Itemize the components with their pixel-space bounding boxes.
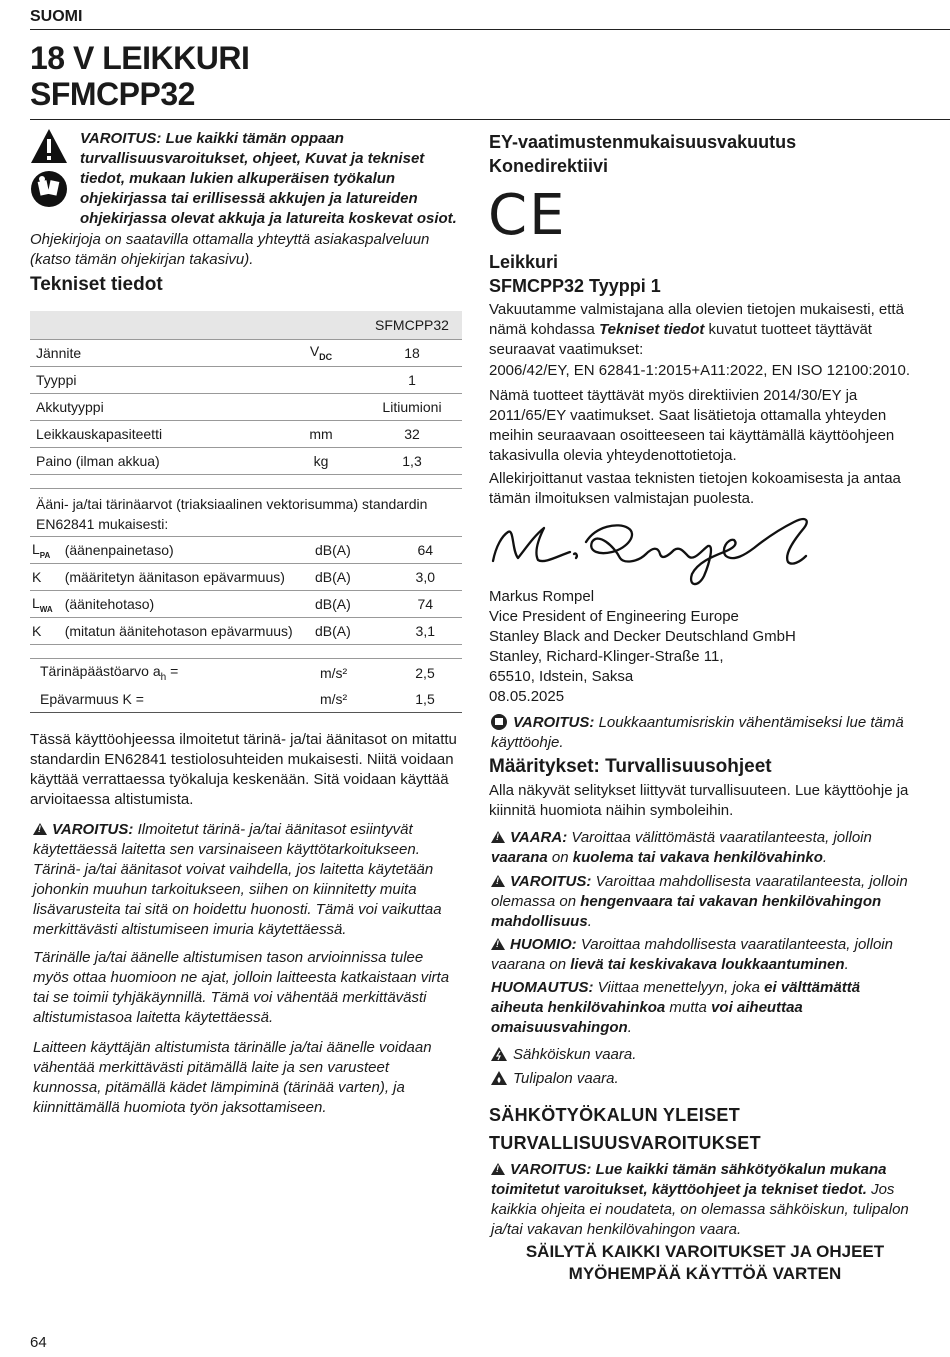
spec-header-row — [30, 311, 462, 339]
warning-icon — [491, 831, 505, 843]
spec-value: 1,3 — [362, 447, 462, 474]
title-line-2: SFMCPP32 — [30, 76, 195, 112]
noise-value: 3,0 — [389, 564, 462, 591]
warning-intro-text: Ohjekirjoja on saatavilla ottamalla yhteyttä asiakaspalveluun (katso tämän ohjekirjan takasivu). — [30, 231, 430, 268]
title-line-1: 18 V LEIKKURI — [30, 40, 250, 76]
page-title — [30, 40, 249, 112]
eu-product — [489, 250, 661, 298]
vib-value: 1,5 — [388, 686, 462, 713]
spec-value: 1 — [362, 366, 462, 393]
noise-symbol: K — [30, 618, 59, 645]
vib-label: Tärinäpäästöarvo $a_h$ = — [40, 663, 179, 683]
spec-unit — [280, 366, 362, 393]
measurement-paragraph: Tässä käyttöohjeessa ilmoitetut tärinä- ja/tai äänitasot on mitattu standardin EN62841 testiolosuhteiden mukaisesti. Niitä voidaan käyttää verrattaessa työkaluja keskenään. Sitä voidaan käyttää arvioitaessa altistumista. — [30, 731, 457, 808]
warning-icon-large — [30, 128, 68, 164]
eu-directives: Nämä tuotteet täyttävät myös direktiivien 2014/30/EY ja 2011/65/EY vaatimukset. Saat lisätietoja ottamalla yhteyden meihin seuraavaan osoitteeseen tai käyttämällä käyttöohjeen takasivulla olevia yhteydenottotietoja. — [489, 387, 895, 464]
table-row — [30, 660, 462, 686]
signature — [488, 506, 818, 590]
table-row — [30, 420, 462, 447]
signer-position: Vice President of Engineering Europe — [489, 608, 739, 625]
noise-unit: dB(A) — [309, 591, 389, 618]
spec-unit: kg — [280, 447, 362, 474]
table-row — [30, 618, 462, 645]
vib-value: 2,5 — [415, 665, 435, 681]
eu-responsible: Allekirjoittanut vastaa teknisten tietojen kokoamisesta ja antaa tämän ilmoituksen valmistajan puolesta. — [489, 470, 901, 507]
read-manual-icon — [30, 170, 68, 208]
spec-label: Leikkauskapasiteetti — [30, 420, 280, 447]
table-row — [30, 591, 462, 618]
noise-unit: dB(A) — [309, 618, 389, 645]
shock-hazard: Sähköiskun vaara. — [491, 1045, 636, 1067]
general-safety-heading: SÄHKÖTYÖKALUN YLEISET TURVALLISUUSVAROITUKSET — [489, 1105, 761, 1153]
definitions-heading: Määritykset: Turvallisuusohjeet — [489, 756, 772, 777]
table-row — [30, 447, 462, 474]
warning-icon — [491, 875, 505, 887]
eu-heading-1: EY-vaatimustenmukaisuusvakuutus — [489, 132, 797, 152]
spec-label: Jännite — [30, 339, 280, 366]
noise-value: 64 — [389, 537, 462, 564]
warning-intro-bold-text: Lue kaikki tämän oppaan turvallisuusvaroitukset, ohjeet, Kuvat ja tekniset tiedot, mukaan lukien alkuperäisen työkalun ohjekirjassa tai erillisessä akkujen ja latureiden ohjekirjassa olevat akkuja ja latureita koskevat osiot. — [80, 130, 457, 227]
spec-label: Tyyppi — [30, 366, 280, 393]
noise-symbol: $L_{WA}$ — [30, 591, 59, 618]
table-row — [30, 537, 462, 564]
vibration-table — [30, 660, 462, 713]
noise-unit: dB(A) — [309, 537, 389, 564]
table-row — [30, 366, 462, 393]
fire-icon — [491, 1071, 507, 1091]
shock-icon — [491, 1047, 507, 1067]
noise-desc: (äänitehotaso) — [59, 591, 309, 618]
warning-intro-bold — [80, 129, 470, 229]
spec-unit: $V_{DC}$ — [280, 339, 362, 366]
noise-value: 74 — [389, 591, 462, 618]
danger-definition: !VAARA: Varoittaa välittömästä vaaratilanteesta, jolloin vaarana on kuolema tai vakava henkilövahinko. — [491, 828, 911, 868]
save-instructions: SÄILYTÄ KAIKKI VAROITUKSET JA OHJEET MYÖHEMPÄÄ KÄYTTÖÄ VARTEN — [525, 1242, 885, 1283]
eu-declaration: Vakuutamme valmistajana alla olevien tietojen mukaisesti, että nämä kohdassa Tekniset tiedot kuvatut tuotteet täyttävät seuraavat vaatimukset: — [489, 301, 904, 358]
definitions-intro: Alla näkyvät selitykset liittyvät turvallisuuteen. Lue käyttöohje ja kiinnitä huomiota näihin symboleihin. — [489, 782, 909, 819]
language-label: SUOMI — [30, 8, 83, 25]
tech-heading: Tekniset tiedot — [30, 274, 163, 295]
model-header: SFMCPP32 — [362, 311, 462, 339]
read-manual-warning: VAROITUS: Loukkaantumisriskin vähentämiseksi lue tämä käyttöohje. — [491, 714, 904, 751]
caution-definition: !HUOMIO: Varoittaa mahdollisesta vaaratilanteesta, jolloin vaarana on lievä tai keskivakava loukkaantuminen. — [491, 935, 911, 975]
ce-mark: CE — [488, 183, 567, 248]
warning-icon — [491, 1163, 505, 1175]
noise-symbol: K — [30, 564, 59, 591]
table-row — [30, 393, 462, 420]
header-divider — [30, 29, 950, 30]
noise-unit: dB(A) — [309, 564, 389, 591]
notice-definition: HUOMAUTUS: Viittaa menettelyyn, joka ei välttämättä aiheuta henkilövahinkoa mutta voi aiheuttaa omaisuusvahingon. — [491, 979, 861, 1036]
spec-label: Akkutyyppi — [30, 393, 280, 420]
vibration-warning-label: VAROITUS: — [52, 821, 134, 838]
spec-value: Litiumioni — [362, 393, 462, 420]
table-gap-divider — [30, 488, 462, 489]
vib-unit: m/s² — [314, 686, 388, 713]
exposure-paragraph: Tärinälle ja/tai äänelle altistumisen tason arvioinnissa tulee myös ottaa huomioon ne ajat, jolloin laitteesta katkaistaan virta tai se toimii tyhjäkäynnillä. Tämä voi vähentää merkittävästi altistumistasoa laitetta käytettäessä. — [33, 949, 450, 1026]
read-manual-small-icon — [491, 714, 507, 730]
spec-table — [30, 311, 462, 475]
table-row — [30, 686, 462, 713]
eu-heading-2: Konedirektiivi — [489, 156, 609, 176]
vib-label: Epävarmuus K = — [30, 686, 314, 713]
spec-unit — [280, 393, 362, 420]
page-number: 64 — [30, 1334, 47, 1351]
noise-value: 3,1 — [389, 618, 462, 645]
reduction-paragraph: Laitteen käyttäjän altistumista tärinälle ja/tai äänelle voidaan vähentää merkittävästi pitämällä laite ja sen varusteet kunnossa, pitämällä kädet lämpiminä (tärinää varten), ja kiinnittämällä huomiota työn jaksottamiseen. — [33, 1039, 432, 1116]
signer-block — [489, 587, 919, 707]
noise-desc: (äänenpainetaso) — [59, 537, 309, 564]
warning-intro-label: VAROITUS: — [80, 130, 162, 147]
eu-heading — [489, 130, 796, 178]
signer-name: Markus Rompel — [489, 588, 595, 605]
noise-symbol: $L_{PA}$ — [30, 537, 59, 564]
eu-product-name: Leikkuri — [489, 252, 559, 272]
table-row — [30, 339, 462, 366]
eu-product-model: SFMCPP32 Tyyppi 1 — [489, 276, 661, 296]
spec-value: 32 — [362, 420, 462, 447]
spec-value: 18 — [362, 339, 462, 366]
signer-city: 65510, Idstein, Saksa — [489, 668, 634, 685]
fire-hazard: Tulipalon vaara. — [491, 1069, 619, 1091]
general-safety-warning: !VAROITUS: Lue kaikki tämän sähkötyökalun mukana toimitetut varoitukset, käyttöohjeet ja tekniset tiedot. Jos kaikkia ohjeita ei noudateta, on olemassa sähköiskun, tulipalon ja/tai vakavan henkilövahingon vaara. — [491, 1160, 911, 1240]
vibration-warning-text: Ilmoitetut tärinä- ja/tai äänitasot esiintyvät käytettäessä laitetta sen varsinaiseen käyttötarkoitukseen. Tärinä- ja/tai äänitasot voivat vaihdella, jos laitetta käytetään johonkin muuhun tarkoitukseen, siihen on kiinnitetty muita lisävarusteita tai sitä on hoidettu huonosti. Tämä voi vaikuttaa merkittävästi altistumiseen imuria käytettäessä. — [33, 821, 442, 938]
noise-table — [30, 536, 462, 645]
table-row — [30, 564, 462, 591]
vib-divider — [30, 658, 462, 659]
spec-unit: mm — [280, 420, 362, 447]
spec-label: Paino (ilman akkua) — [30, 447, 280, 474]
vib-unit: m/s² — [320, 665, 348, 681]
title-divider — [30, 119, 950, 120]
signer-street: Stanley, Richard-Klinger-Straße 11, — [489, 648, 724, 665]
eu-standards: 2006/42/EY, EN 62841-1:2015+A11:2022, EN ISO 12100:2010. — [489, 362, 911, 379]
warning-icon — [491, 938, 505, 950]
warning-icon — [33, 823, 47, 835]
noise-intro: Ääni- ja/tai tärinäarvot (triaksiaalinen vektorisumma) standardin EN62841 mukaisesti: — [36, 496, 428, 532]
noise-desc: (mitatun äänitehotason epävarmuus) — [59, 618, 309, 645]
vibration-warning — [33, 820, 453, 940]
warning-definition: !VAROITUS: Varoittaa mahdollisesta vaaratilanteesta, jolloin olemassa on hengenvaara tai vakavan henkilövahingon mahdollisuus. — [491, 872, 911, 932]
noise-desc: (määritetyn äänitason epävarmuus) — [59, 564, 309, 591]
signer-company: Stanley Black and Decker Deutschland GmbH — [489, 628, 796, 645]
signer-date: 08.05.2025 — [489, 688, 565, 705]
